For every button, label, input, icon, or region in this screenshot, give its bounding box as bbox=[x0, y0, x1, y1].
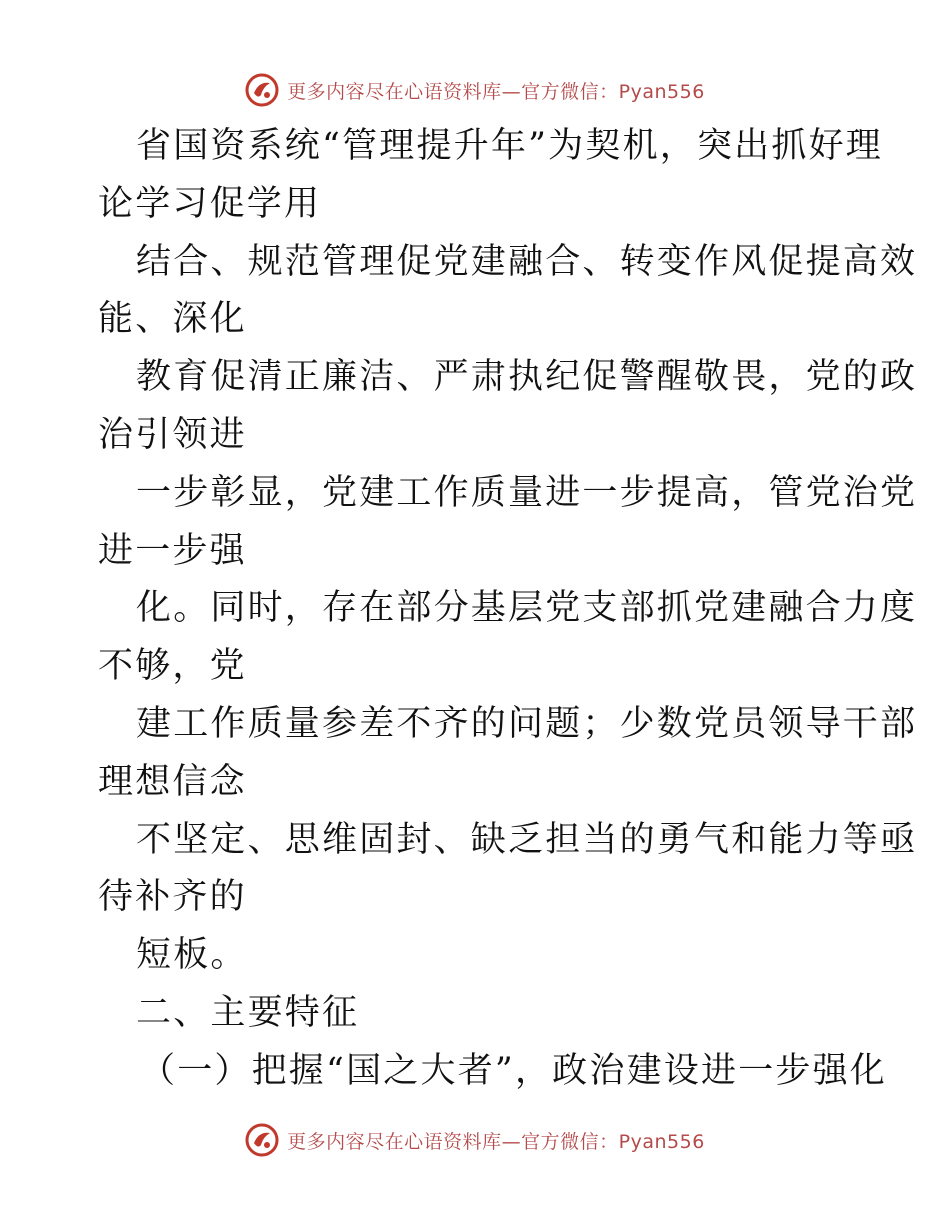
text-line: 进一步强 bbox=[98, 530, 247, 571]
text-line: 省国资系统“管理提升年”为契机，突出抓好理 bbox=[136, 126, 883, 166]
header-watermark-text: 更多内容尽在心语资料库—官方微信：Pyan556 bbox=[287, 80, 705, 103]
footer-watermark bbox=[0, 1120, 950, 1160]
text-line: 短板。 bbox=[136, 935, 248, 976]
text-line: 能、深化 bbox=[98, 299, 247, 340]
text-line: 教育促清正廉洁、严肃执纪促警醒敬畏，党的政 bbox=[136, 357, 918, 398]
text-line: 一步彰显，党建工作质量进一步提高，管党治党 bbox=[136, 472, 918, 513]
subsection-heading: （一）把握“国之大者”，政治建设进一步强化 bbox=[140, 1050, 887, 1091]
red-swirl-logo-icon bbox=[245, 73, 279, 107]
text-line: 不够，党 bbox=[98, 646, 247, 687]
text-line: 不坚定、思维固封、缺乏担当的勇气和能力等亟 bbox=[136, 819, 918, 860]
text-line: 化。同时，存在部分基层党支部抓党建融合力度 bbox=[136, 588, 918, 629]
header-watermark bbox=[0, 70, 950, 110]
section-heading: 二、主要特征 bbox=[136, 992, 360, 1033]
red-swirl-logo-icon bbox=[245, 1123, 279, 1157]
document-body bbox=[98, 118, 918, 1101]
text-line: 治引领进 bbox=[98, 414, 247, 455]
text-line: 待补齐的 bbox=[98, 877, 247, 918]
text-line: 建工作质量参差不齐的问题；少数党员领导干部 bbox=[136, 703, 918, 744]
text-line: 论学习促学用 bbox=[98, 183, 322, 224]
footer-watermark-text: 更多内容尽在心语资料库—官方微信：Pyan556 bbox=[287, 1130, 705, 1153]
text-line: 结合、规范管理促党建融合、转变作风促提高效 bbox=[136, 241, 918, 282]
text-line: 理想信念 bbox=[98, 761, 247, 802]
